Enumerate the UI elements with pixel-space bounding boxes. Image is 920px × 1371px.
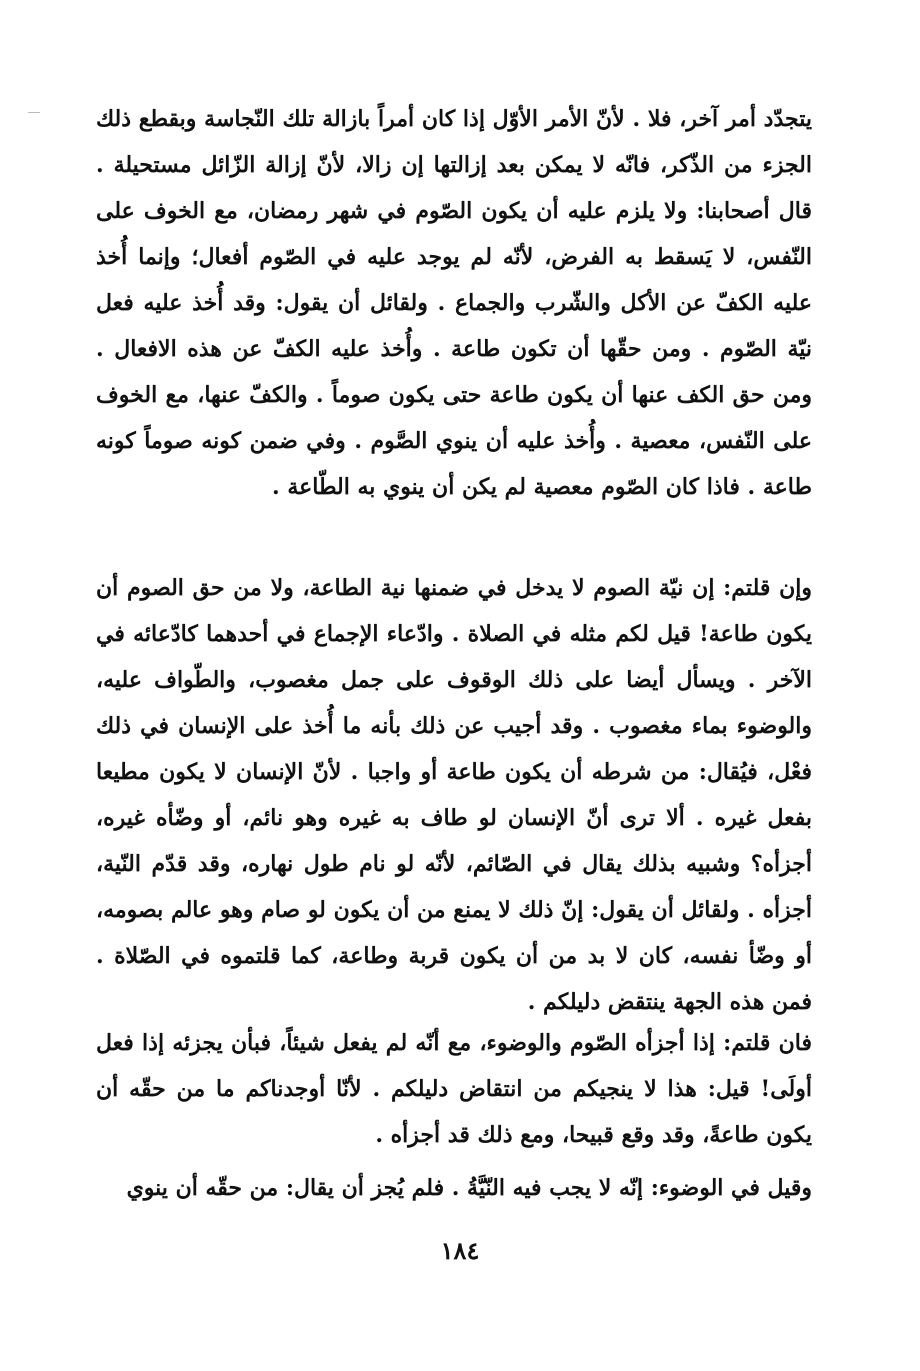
- paragraph-4: [96, 1165, 812, 1211]
- page-number: ١٨٤: [440, 1236, 480, 1265]
- paragraph-2: [96, 565, 812, 1025]
- paragraph-text: فان قلتم: إذا أجزأه الصّوم والوضوء، مع أنّه لم يفعل شيئاً، فبأن يجزئه إذا فعل أولَى! قيل: هذا لا ينجيكم من انتقاض دليلكم . لأنّا أوجدناكم ما من حقّه أن يكون طاعةً، وقد وقع قبيحا، ومع ذلك قد أجزأه .: [96, 1030, 812, 1148]
- paragraph-text: يتجدّد أمر آخر، فلا . لأنّ الأمر الأوّل إذا كان أمراً بازالة تلك النّجاسة وبقطع ذلك الجزء من الذّكر، فانّه لا يمكن بعد إزالتها إن زالا، لأنّ إزالة الزّائل مستحيلة . قال أصحابنا: ولا يلزم عليه أن يكون الصّوم في شهر رمضان، مع الخوف على النّفس، لا يَسقط به الفرض، لأنّه لم يوجد عليه في الصّوم أفعال؛ وإنما أُخذ عليه الكفّ عن الأكل والشّرب والجماع . ولقائل أن يقول: وقد أُخذ عليه فعل نيّة الصّوم . ومن حقّها أن تكون طاعة . وأُخذ عليه الكفّ عن هذه الافعال . ومن حق الكف عنها أن يكون طاعة حتى يكون صوماً . والكفّ عنها، مع الخوف على النّفس، معصية . وأُخذ عليه أن ينوي الصَّوم . وفي ضمن كونه صوماً كونه طاعة . فاذا كان الصّوم معصية لم يكن أن ينوي به الطّاعة .: [96, 106, 812, 500]
- paragraph-text: وإن قلتم: إن نيّة الصوم لا يدخل في ضمنها نية الطاعة، ولا من حق الصوم أن يكون طاعة! قيل لكم مثله في الصلاة . وادّعاء الإجماع في أحدهما كادّعائه في الآخر . ويسأل أيضا على ذلك الوقوف على جمل مغصوب، والطّواف عليه، والوضوء بماء مغصوب . وقد أجيب عن ذلك بأنه ما أُخذ على الإنسان في ذلك فعْل، فيُقال: من شرطه أن يكون طاعة أو واجبا . لأنّ الإنسان لا يكون مطيعا بفعل غيره . ألا ترى أنّ الإنسان لو طاف به غيره وهو نائم، أو وضّأه غيره، أجزأه؟ وشبيه بذلك يقال في الصّائم، لأنّه لو نام طول نهاره، وقد قدّم النّية، أجزأه . ولقائل أن يقول: إنّ ذلك لا يمنع من أن يكون لو صام وهو عالم بصومه، أو وضّأ نفسه، كان لا بد من أن يكون قربة وطاعة، كما قلتموه في الصّلاة . فمن هذه الجهة ينتقض دليلكم .: [96, 575, 812, 1015]
- paragraph-3: [96, 1020, 812, 1158]
- paragraph-1: [96, 96, 812, 510]
- margin-mark: [28, 112, 40, 113]
- paragraph-text: وقيل في الوضوء: إنّه لا يجب فيه النّيَّةُ . فلم يُجز أن يقال: من حقّه أن ينوي: [126, 1175, 812, 1201]
